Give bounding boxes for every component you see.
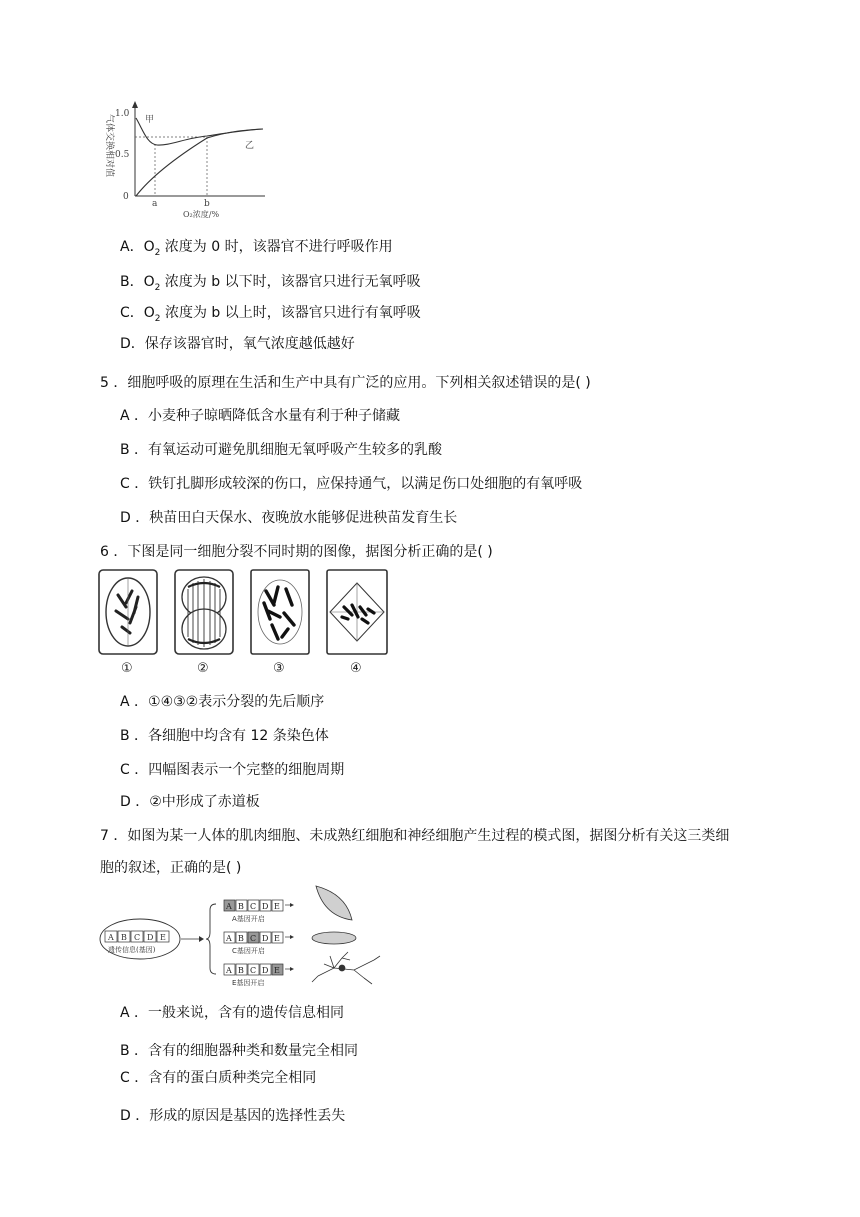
svg-text:D: D <box>147 933 154 942</box>
svg-text:B: B <box>238 966 244 975</box>
svg-text:C: C <box>250 934 257 943</box>
svg-text:A: A <box>226 902 232 911</box>
x-tick-b: b <box>204 199 210 209</box>
y-arrow <box>132 101 138 108</box>
svg-text:B: B <box>238 934 244 943</box>
q6-option-d: D ．②中形成了赤道板 <box>120 794 260 810</box>
svg-text:A: A <box>226 966 232 975</box>
svg-text:B: B <box>238 902 244 911</box>
svg-text:E: E <box>274 934 280 943</box>
q5-stem: 5 ．细胞呼吸的原理在生活和生产中具有广泛的应用。下列相关叙述错误的是( ) <box>100 375 591 391</box>
chart-xlabel: O₂浓度/% <box>183 210 220 219</box>
q7-option-a: A ．一般来说，含有的遗传信息相同 <box>120 1005 345 1021</box>
q7-option-b: B ．含有的细胞器种类和数量完全相同 <box>120 1043 359 1059</box>
branch-c <box>224 932 294 955</box>
source-genes <box>105 931 169 942</box>
q5-option-a: A ．小麦种子晾晒降低含水量有利于种子储藏 <box>120 408 401 424</box>
q6-stem: 6 ．下图是同一细胞分裂不同时期的图像，据图分析正确的是( ) <box>100 544 493 560</box>
svg-text:D: D <box>262 902 269 911</box>
curve-jia <box>136 118 263 145</box>
svg-text:E基因开启: E基因开启 <box>232 979 265 987</box>
panel-label-1: ① <box>121 661 133 676</box>
q4-option-a: A．$O_2$ 浓度为 0 时，该器官不进行呼吸作用 <box>120 239 393 258</box>
q4-option-b: B．$O_2$ 浓度为 b 以下时，该器官只进行无氧呼吸 <box>120 274 421 293</box>
svg-text:D: D <box>262 934 269 943</box>
svg-text:D: D <box>262 966 269 975</box>
q4-option-c: C．$O_2$ 浓度为 b 以上时，该器官只进行有氧呼吸 <box>120 305 421 324</box>
svg-text:C: C <box>250 966 257 975</box>
q7-stem-line2: 胞的叙述，正确的是( ) <box>100 860 242 876</box>
q6-option-c: C ．四幅图表示一个完整的细胞周期 <box>120 762 345 778</box>
muscle-cell-shape <box>316 886 352 920</box>
panel-4 <box>327 570 387 654</box>
q6-option-b: B ．各细胞中均含有 12 条染色体 <box>120 728 329 744</box>
gas-exchange-chart <box>95 100 270 222</box>
svg-text:C: C <box>250 902 257 911</box>
svg-text:E: E <box>274 966 280 975</box>
panel-1 <box>99 570 157 654</box>
q4-option-d: D．保存该器官时，氧气浓度越低越好 <box>120 336 355 352</box>
cell-division-figure <box>96 567 392 679</box>
neuron-shape <box>312 952 380 984</box>
panel-label-4: ④ <box>350 661 362 676</box>
x-tick-a: a <box>152 199 158 209</box>
svg-text:E: E <box>160 933 166 942</box>
panel-2 <box>175 570 233 654</box>
q7-option-d: D ．形成的原因是基因的选择性丢失 <box>120 1108 346 1124</box>
svg-text:E: E <box>274 902 280 911</box>
y-tick-05: 0.5 <box>115 150 130 160</box>
svg-text:A: A <box>226 934 232 943</box>
q5-option-d: D ．秧苗田白天保水、夜晚放水能够促进秧苗发育生长 <box>120 510 458 526</box>
svg-text:A: A <box>108 933 114 942</box>
branch-a <box>224 900 294 923</box>
svg-text:B: B <box>121 933 127 942</box>
y-tick-1: 1.0 <box>115 109 130 119</box>
cell-differentiation-figure <box>98 880 383 990</box>
curve-label-jia: 甲 <box>145 115 155 125</box>
red-cell-shape <box>312 932 356 944</box>
q7-option-c: C ．含有的蛋白质种类完全相同 <box>120 1070 317 1086</box>
curve-label-yi: 乙 <box>245 141 255 151</box>
q5-option-b: B ．有氧运动可避免肌细胞无氧呼吸产生较多的乳酸 <box>120 442 443 458</box>
svg-text:C基因开启: C基因开启 <box>232 947 265 955</box>
y-tick-0: 0 <box>123 192 129 202</box>
panel-label-2: ② <box>197 661 209 676</box>
panel-label-3: ③ <box>273 661 285 676</box>
branch-e <box>224 964 294 987</box>
chart-ylabel: 气体交换相对值 <box>104 114 114 178</box>
panel-3 <box>251 570 309 654</box>
svg-text:C: C <box>134 933 141 942</box>
svg-text:A基因开启: A基因开启 <box>232 915 265 923</box>
q6-option-a: A ．①④③②表示分裂的先后顺序 <box>120 694 325 710</box>
source-label: 遗传信息(基因) <box>108 946 156 954</box>
q7-stem-line1: 7 ．如图为某一人体的肌肉细胞、未成熟红细胞和神经细胞产生过程的模式图，据图分析有关这三类细 <box>100 828 730 844</box>
q5-option-c: C ．铁钉扎脚形成较深的伤口，应保持通气，以满足伤口处细胞的有氧呼吸 <box>120 476 583 492</box>
